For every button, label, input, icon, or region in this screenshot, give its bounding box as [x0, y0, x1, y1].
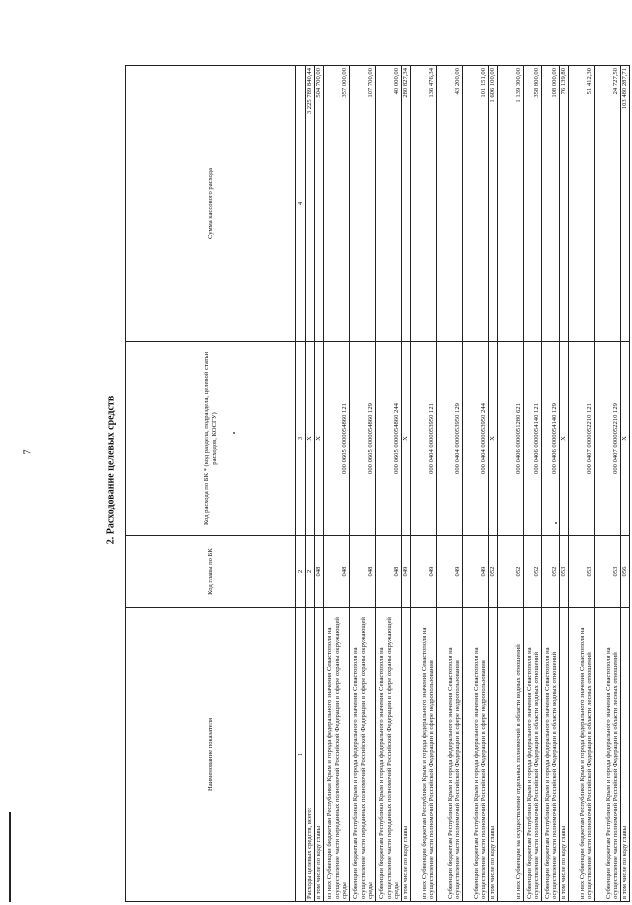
row-chapter-code: 048 — [376, 536, 402, 608]
column-number: 2 — [296, 536, 306, 608]
row-indicator-name: в том числе по коду главы — [621, 608, 630, 902]
row-cash-expense-sum: 107 700,00 — [350, 66, 376, 342]
row-indicator-name: в том числе по коду главы — [489, 608, 498, 902]
row-indicator-name: Субвенции бюджетам Республики Крым и города федерального значения Севастополя на осуществление части полномочий Российской Федерации в области водных отношений — [542, 608, 560, 902]
column-number-row — [296, 66, 306, 902]
row-chapter-code: 048 — [350, 536, 376, 608]
header-chapter-code: Код главы по БК — [126, 536, 296, 608]
table-row — [542, 66, 560, 902]
row-expense-code: 000 0406 0000054140 129 — [542, 342, 560, 536]
row-expense-code: X — [306, 342, 315, 536]
row-chapter-code: 049 — [402, 536, 411, 608]
row-chapter-code: 052 — [489, 536, 498, 608]
row-indicator-name: из них Субвенции бюджетам Республики Крым и города федерального значения Севастополя на осуществление части полномочий Российской Федерации в области лесных отношений — [569, 608, 595, 902]
row-cash-expense-sum: 357 000,00 — [324, 66, 350, 342]
row-expense-code: 000 0406 0000051280 621 — [498, 342, 524, 536]
row-cash-expense-sum: 1 606 100,00 — [489, 66, 498, 342]
row-expense-code: 000 0404 0000053950 121 — [411, 342, 437, 536]
row-cash-expense-sum: 358 800,00 — [524, 66, 542, 342]
table-row — [524, 66, 542, 902]
margin-mark — [9, 812, 11, 902]
row-chapter-code: 053 — [569, 536, 595, 608]
table-row — [402, 66, 411, 902]
row-expense-code: X — [315, 342, 324, 536]
row-indicator-name: из них Субвенции бюджетам Республики Крым и города федерального значения Севастополя на осуществление части полномочий Российской Федерации в сфере недропользования — [411, 608, 437, 902]
row-expense-code: 000 0404 0000053950 129 — [437, 342, 463, 536]
row-expense-code: X — [560, 342, 569, 536]
row-cash-expense-sum: 280 827,34 — [402, 66, 411, 342]
row-chapter-code: 049 — [411, 536, 437, 608]
row-chapter-code: 052 — [542, 536, 560, 608]
row-chapter-code: 053 — [595, 536, 621, 608]
row-indicator-name: в том числе по коду главы — [315, 608, 324, 902]
row-expense-code: 000 0605 0000054860 244 — [376, 342, 402, 536]
header-expense-code: Код расхода по БК * (код раздела, подраздела, целевой статьи расходов, КОСГУ) — [126, 342, 296, 536]
row-expense-code: 000 0605 0000054860 129 — [350, 342, 376, 536]
table-row — [498, 66, 524, 902]
row-cash-expense-sum: 51 412,30 — [569, 66, 595, 342]
row-expense-code: 000 0407 0000052210 121 — [569, 342, 595, 536]
row-cash-expense-sum: 43 200,00 — [437, 66, 463, 342]
row-cash-expense-sum: 103 480 287,71 — [621, 66, 630, 342]
row-cash-expense-sum: 1 139 300,00 — [498, 66, 524, 342]
table-row — [324, 66, 350, 902]
row-indicator-name: Субвенции бюджетам Республики Крым и города федерального значения Севастополя на осуществление части полномочий Российской Федерации в области водных отношений — [524, 608, 542, 902]
row-cash-expense-sum: 76 139,80 — [560, 66, 569, 342]
row-chapter-code: 056 — [621, 536, 630, 608]
row-expense-code: X — [402, 342, 411, 536]
expenditure-table-frame — [125, 66, 629, 902]
row-indicator-name: из них Субвенции бюджетам Республики Крым и города федерального значения Севастополя на осуществление части переданных полномочий Российской Федерации в сфере охраны окружающей среды — [324, 608, 350, 902]
row-indicator-name: Субвенции бюджетам Республики Крым и города федерального значения Севастополя на осуществление части полномочий Российской Федерации в области лесных отношений — [595, 608, 621, 902]
table-row — [595, 66, 621, 902]
row-cash-expense-sum: 504 700,00 — [315, 66, 324, 342]
row-cash-expense-sum: 24 727,50 — [595, 66, 621, 342]
table-row — [463, 66, 489, 902]
row-indicator-name: Субвенции бюджетам Республики Крым и города федерального значения Севастополя на осуществление части полномочий Российской Федерации в сфере недропользования — [437, 608, 463, 902]
table-row — [560, 66, 569, 902]
table-row — [569, 66, 595, 902]
table-row — [489, 66, 498, 902]
row-indicator-name: в том числе по коду главы — [402, 608, 411, 902]
row-expense-code: 000 0407 0000052210 129 — [595, 342, 621, 536]
header-cash-expense-sum: Сумма кассового расхода — [126, 66, 296, 342]
row-expense-code: X — [489, 342, 498, 536]
row-cash-expense-sum: 136 476,34 — [411, 66, 437, 342]
section-title: 2. Расходование целевых средств — [105, 395, 117, 545]
table-row — [411, 66, 437, 902]
row-cash-expense-sum: 3 225 789 840,44 — [306, 66, 315, 342]
row-indicator-name: Субвенции бюджетам Республики Крым и города федерального значения Севастополя на осуществление части переданных полномочий Российской Федерации в сфере охраны окружающей среды — [350, 608, 376, 902]
row-chapter-code: 053 — [560, 536, 569, 608]
expenditure-table — [125, 65, 630, 902]
row-indicator-name: в том числе по коду главы — [560, 608, 569, 902]
row-indicator-name: Расходы целевых средств, всего: — [306, 608, 315, 902]
table-row — [621, 66, 630, 902]
row-chapter-code: 2 — [306, 536, 315, 608]
column-number: 3 — [296, 342, 306, 536]
row-expense-code: 000 0404 0000053950 244 — [463, 342, 489, 536]
row-cash-expense-sum: 108 000,00 — [542, 66, 560, 342]
row-chapter-code: 049 — [463, 536, 489, 608]
row-expense-code: X — [621, 342, 630, 536]
row-cash-expense-sum: 101 151,00 — [463, 66, 489, 342]
row-indicator-name: из них Субвенции на осуществление отдельных полномочий в области водных отношений — [498, 608, 524, 902]
header-indicator-name: Наименование показателя — [126, 608, 296, 902]
column-number: 1 — [296, 608, 306, 902]
row-chapter-code: 049 — [437, 536, 463, 608]
row-chapter-code: 052 — [524, 536, 542, 608]
row-expense-code: 000 0605 0000054860 121 — [324, 342, 350, 536]
row-cash-expense-sum: 40 000,00 — [376, 66, 402, 342]
row-chapter-code: 048 — [315, 536, 324, 608]
table-row — [315, 66, 324, 902]
table-row — [306, 66, 315, 902]
row-chapter-code: 048 — [324, 536, 350, 608]
table-row — [350, 66, 376, 902]
row-chapter-code: 052 — [498, 536, 524, 608]
row-indicator-name: Субвенции бюджетам Республики Крым и города федерального значения Севастополя на осуществление части полномочий Российской Федерации в сфере недропользования — [463, 608, 489, 902]
table-row — [437, 66, 463, 902]
table-row — [376, 66, 402, 902]
column-number: 4 — [296, 66, 306, 342]
row-expense-code: 000 0406 0000054140 121 — [524, 342, 542, 536]
row-indicator-name: Субвенции бюджетам Республики Крым и города федерального значения Севастополя на осуществление части переданных полномочий Российской Федерации в сфере охраны окружающей среды — [376, 608, 402, 902]
page-number: 7 — [22, 449, 34, 455]
